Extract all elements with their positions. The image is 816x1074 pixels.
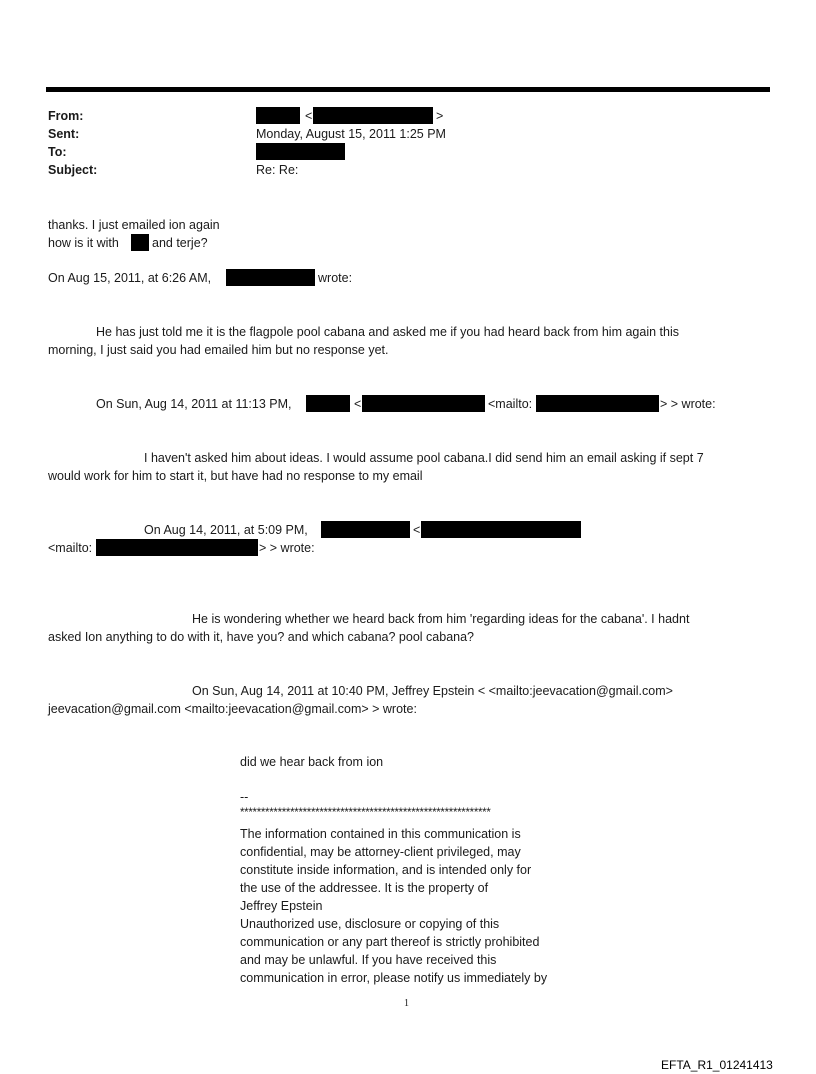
redaction-quote-2-name <box>306 395 350 412</box>
sent-label: Sent: <box>48 127 80 141</box>
quote-header-3-end: > > wrote: <box>259 541 315 555</box>
redaction-quote-3-email <box>421 521 581 538</box>
disclaimer-line: The information contained in this communication is <box>240 827 521 841</box>
quote-header-2a: On Sun, Aug 14, 2011 at 11:13 PM, <box>96 397 292 411</box>
to-label: To: <box>48 145 67 159</box>
redaction-quote-1 <box>226 269 315 286</box>
redaction-quote-3-name <box>321 521 410 538</box>
page-number: 1 <box>404 998 409 1009</box>
from-gt: > <box>436 109 444 123</box>
body-line-2a: how is it with <box>48 236 119 250</box>
redaction-name-1 <box>131 234 149 251</box>
sent-value: Monday, August 15, 2011 1:25 PM <box>256 127 446 141</box>
quote-header-3-lt: < <box>413 523 421 537</box>
quote-header-2-mailto: <mailto: <box>488 397 533 411</box>
quote-header-1b: wrote: <box>318 271 353 285</box>
redaction-to <box>256 143 345 160</box>
quote-header-4-line-1: On Sun, Aug 14, 2011 at 10:40 PM, Jeffrey Epstein < <mailto:jeevacation@gmail.com> <box>192 684 673 698</box>
quote-header-1a: On Aug 15, 2011, at 6:26 AM, <box>48 271 212 285</box>
redaction-quote-2-email <box>362 395 485 412</box>
message-1-line-1: He has just told me it is the flagpole pool cabana and asked me if you had heard back from him again this <box>96 325 679 339</box>
redaction-from-name <box>256 107 300 124</box>
message-1-line-2: morning, I just said you had emailed him but no response yet. <box>48 343 389 357</box>
body-line-2b: and terje? <box>152 236 208 250</box>
message-4: did we hear back from ion <box>240 755 384 769</box>
subject-value: Re: Re: <box>256 163 299 177</box>
subject-label: Subject: <box>48 163 98 177</box>
redaction-quote-3-mailto <box>96 539 258 556</box>
disclaimer-line: confidential, may be attorney-client privileged, may <box>240 845 521 859</box>
redaction-quote-2-mailto <box>536 395 659 412</box>
message-3-line-2: asked Ion anything to do with it, have you? and which cabana? pool cabana? <box>48 630 475 644</box>
disclaimer-line: communication in error, please notify us immediately by <box>240 971 548 985</box>
message-3-line-1: He is wondering whether we heard back from him 'regarding ideas for the cabana'. I hadnt <box>192 612 690 626</box>
quote-header-3-mailto: <mailto: <box>48 541 93 555</box>
disclaimer-line: and may be unlawful. If you have received this <box>240 953 497 967</box>
quote-header-4-line-2: jeevacation@gmail.com <mailto:jeevacation@gmail.com> > wrote: <box>48 702 417 716</box>
message-2-line-2: would work for him to start it, but have had no response to my email <box>48 469 423 483</box>
disclaimer-line: the use of the addressee. It is the property of <box>240 881 489 895</box>
disclaimer-line: communication or any part thereof is strictly prohibited <box>240 935 540 949</box>
document-id: EFTA_R1_01241413 <box>661 1058 773 1072</box>
disclaimer-line: constitute inside information, and is intended only for <box>240 863 532 877</box>
quote-header-2-end: > > wrote: <box>660 397 716 411</box>
body-line-1: thanks. I just emailed ion again <box>48 218 220 232</box>
redaction-from-email <box>313 107 433 124</box>
header-rule <box>46 87 770 92</box>
signature-stars: ************************************************************ <box>240 807 491 819</box>
signature-dash: -- <box>240 790 249 804</box>
disclaimer-line: Jeffrey Epstein <box>240 899 323 913</box>
quote-header-3a: On Aug 14, 2011, at 5:09 PM, <box>144 523 308 537</box>
quote-header-2-lt: < <box>354 397 362 411</box>
from-lt: < <box>305 109 313 123</box>
from-label: From: <box>48 109 84 123</box>
message-2-line-1: I haven't asked him about ideas. I would assume pool cabana.I did send him an email asking if sept 7 <box>144 451 704 465</box>
disclaimer-line: Unauthorized use, disclosure or copying of this <box>240 917 500 931</box>
